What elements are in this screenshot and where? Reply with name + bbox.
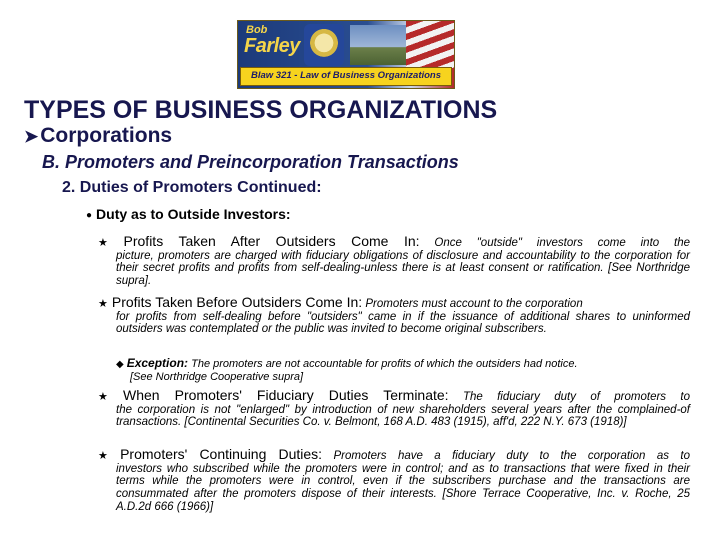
exception-first-line bbox=[116, 358, 578, 370]
exception-note bbox=[116, 357, 690, 383]
dot-bullet-icon: ● bbox=[86, 210, 93, 221]
list-item-body: picture, promoters are charged with fiduciary obligations of disclosure and accountability to the corporation for their secret profits and profits from self-dealing-unless there is at least consent or ratification. [See Northridge supra]. bbox=[116, 249, 690, 288]
capitol-building-icon bbox=[350, 25, 406, 65]
banner-first-name: Bob bbox=[246, 24, 268, 36]
banner-course-title: Blaw 321 - Law of Business Organizations bbox=[240, 67, 452, 86]
list-item-heading: Profits Taken Before Outsiders Come In: bbox=[111, 294, 363, 310]
list-item-heading: Promoters' Continuing Duties: bbox=[120, 446, 323, 462]
list-item-first-line bbox=[98, 389, 690, 404]
heading-level1 bbox=[24, 124, 172, 148]
list-item-lead: Once "outside" investors come into the bbox=[434, 237, 690, 249]
list-item bbox=[98, 296, 690, 336]
banner-name bbox=[242, 23, 300, 67]
list-item bbox=[98, 448, 690, 514]
heading-level3: 2. Duties of Promoters Continued: bbox=[62, 179, 322, 196]
list-item-first-line bbox=[98, 235, 690, 250]
star-bullet-icon: ★ bbox=[98, 391, 120, 403]
list-item-heading: Profits Taken After Outsiders Come In: bbox=[123, 233, 420, 249]
heading-level4 bbox=[86, 206, 291, 222]
list-item-first-line bbox=[98, 448, 690, 463]
star-bullet-icon: ★ bbox=[98, 237, 120, 249]
list-item bbox=[98, 235, 690, 288]
us-flag-icon bbox=[406, 21, 454, 69]
list-item-lead: Promoters have a fiduciary duty to the corporation as to bbox=[333, 450, 690, 462]
diamond-bullet-icon: ◆ bbox=[116, 359, 124, 370]
star-bullet-icon: ★ bbox=[98, 450, 117, 462]
state-seal-icon bbox=[304, 24, 344, 66]
banner-last-name: Farley bbox=[244, 35, 300, 57]
heading-level2: B. Promoters and Preincorporation Transactions bbox=[42, 152, 459, 172]
exception-lead: The promoters are not accountable for profits of which the outsiders had notice. bbox=[191, 358, 578, 370]
exception-heading: Exception: bbox=[126, 356, 189, 370]
heading-level4-text: Duty as to Outside Investors: bbox=[96, 206, 291, 222]
list-item-lead: Promoters must account to the corporation bbox=[365, 298, 583, 310]
list-item bbox=[98, 389, 690, 429]
list-item-first-line bbox=[98, 296, 690, 311]
course-banner-logo bbox=[237, 20, 455, 89]
list-item-heading: When Promoters' Fiduciary Duties Terminate: bbox=[123, 387, 449, 403]
arrow-bullet-icon: ➤ bbox=[24, 127, 39, 146]
list-item-lead: The fiduciary duty of promoters to bbox=[462, 391, 690, 403]
list-item-body: the corporation is not "enlarged" by introduction of new shareholders several years after the complained-of transactions. [Continental Securities Co. v. Belmont, 168 A.D. 483 (1915), aff'd, 222 N.Y. 673 (1918)] bbox=[116, 403, 690, 429]
star-bullet-icon: ★ bbox=[98, 298, 108, 310]
heading-level1-text: Corporations bbox=[40, 124, 173, 147]
page-title: TYPES OF BUSINESS ORGANIZATIONS bbox=[24, 96, 498, 124]
exception-body: [See Northridge Cooperative supra] bbox=[130, 371, 304, 383]
list-item-body: investors who subscribed while the promoters were in control; and as to transactions that were fixed in their terms while the promoters were in control, even if the subscribers purchase and the transactions are consummated after the promoters dispose of their interests. [Shore Terrace Cooperative, Inc. v. Roche, 25 A.D.2d 666 (1966)] bbox=[116, 462, 690, 513]
list-item-body: for profits from self-dealing before "outsiders" came in if the issuance of additional shares to uninformed outsiders was contemplated or the public was invited to become original subscribers. bbox=[116, 310, 690, 336]
